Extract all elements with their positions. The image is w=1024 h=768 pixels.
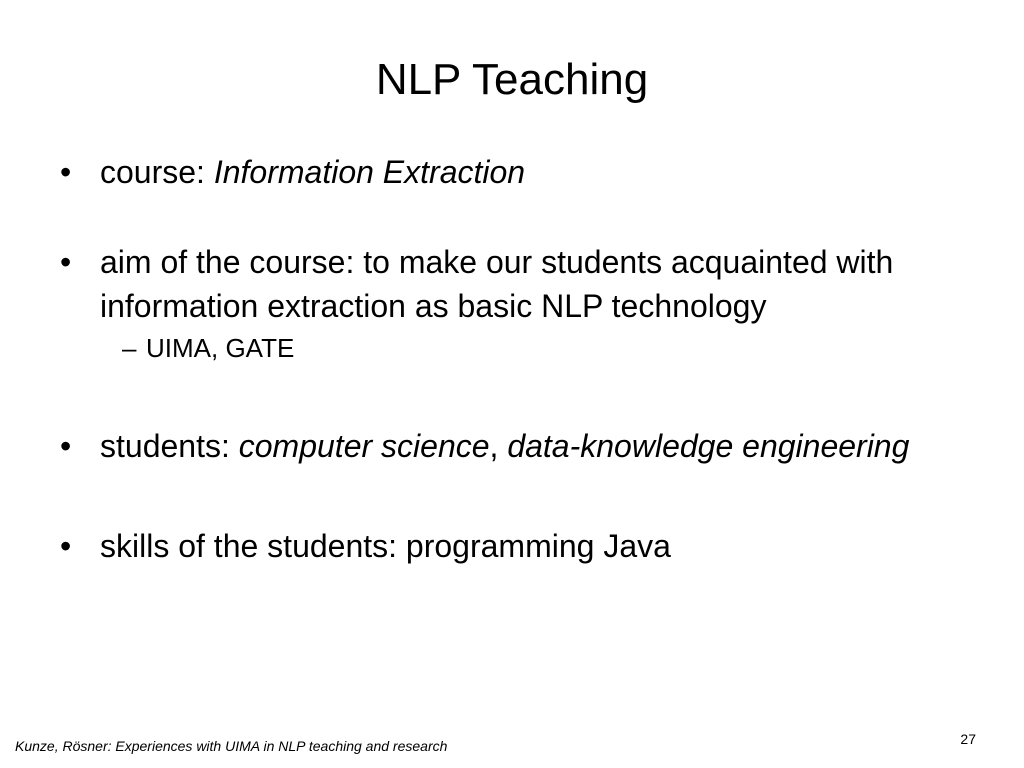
bullet-students-dke: data-knowledge engineering [507,428,910,464]
sub-bullet-tools [100,330,960,366]
bullet-marker: • [60,154,72,190]
bullet-students-prefix: students: [100,428,239,464]
sub-bullet-marker: – [122,333,137,363]
bullet-list [60,150,960,568]
bullet-students-separator: , [489,428,508,464]
page-number: 27 [960,731,976,747]
bullet-course-name: Information Extraction [213,154,526,190]
bullet-marker: • [60,528,72,564]
bullet-course [60,150,960,194]
bullet-skills-text: skills of the students: programming Java [100,528,671,564]
bullet-students [60,424,960,468]
sub-bullet-tools-text: UIMA, GATE [146,333,295,363]
slide-footer: Kunze, Rösner: Experiences with UIMA in NLP teaching and research [15,738,448,754]
bullet-students-cs: computer science [238,428,490,464]
bullet-aim [60,240,960,366]
bullet-marker: • [60,244,72,280]
bullet-skills [60,524,960,568]
bullet-marker: • [60,428,72,464]
slide-title: NLP Teaching [375,55,649,104]
bullet-course-prefix: course: [100,154,214,190]
bullet-aim-text: aim of the course: to make our students acquainted with information extraction as basic NLP technology [100,244,894,324]
